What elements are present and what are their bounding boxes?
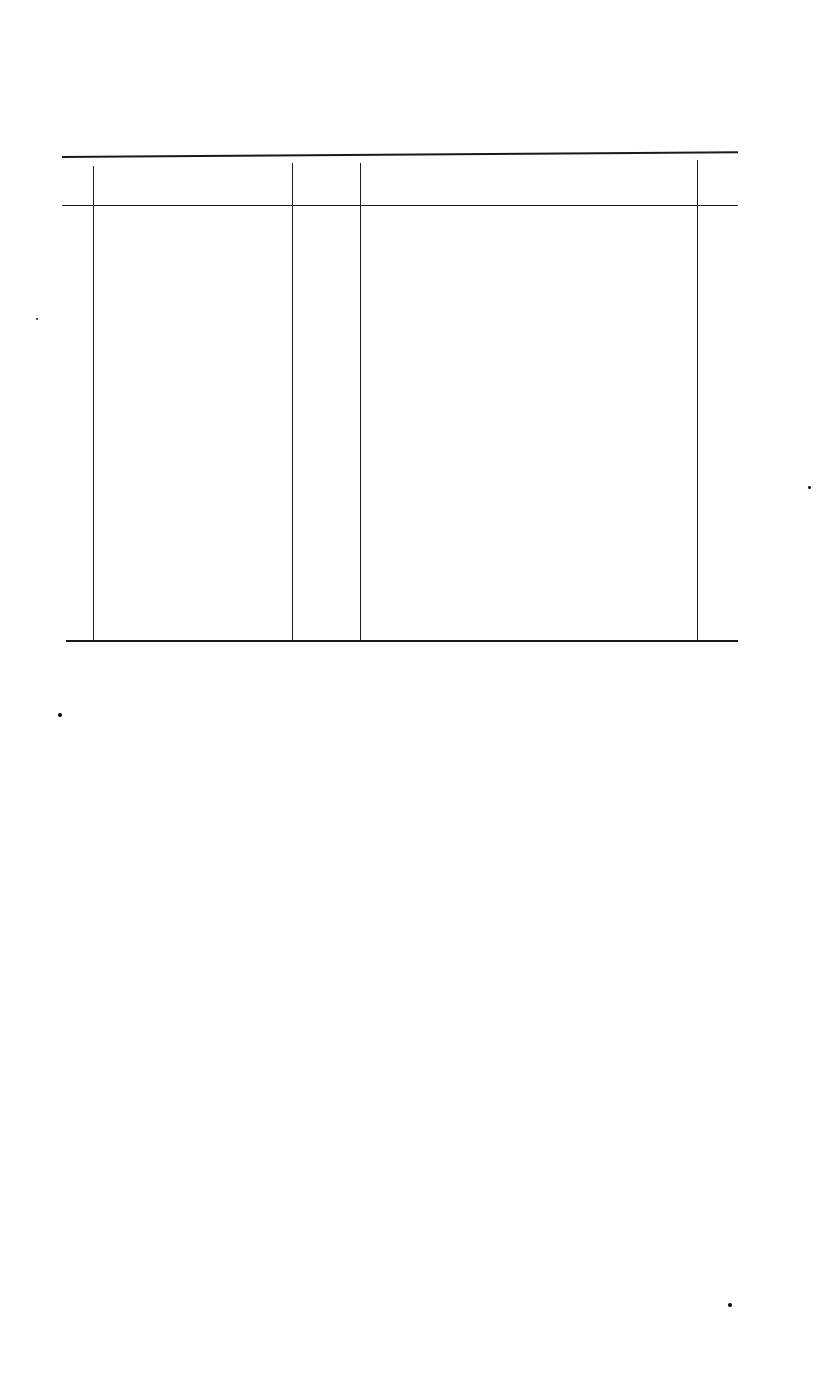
column-divider-4 bbox=[697, 160, 698, 640]
column-divider-1 bbox=[93, 166, 94, 640]
column-divider-2 bbox=[292, 163, 293, 640]
ink-speck bbox=[58, 713, 62, 717]
ink-speck bbox=[36, 318, 38, 320]
header-bottom-rule bbox=[62, 205, 738, 206]
column-divider-3 bbox=[360, 163, 361, 640]
table-bottom-rule bbox=[66, 640, 738, 642]
ink-speck bbox=[728, 1303, 732, 1307]
ink-speck bbox=[808, 486, 811, 489]
table-top-rule bbox=[62, 151, 738, 158]
